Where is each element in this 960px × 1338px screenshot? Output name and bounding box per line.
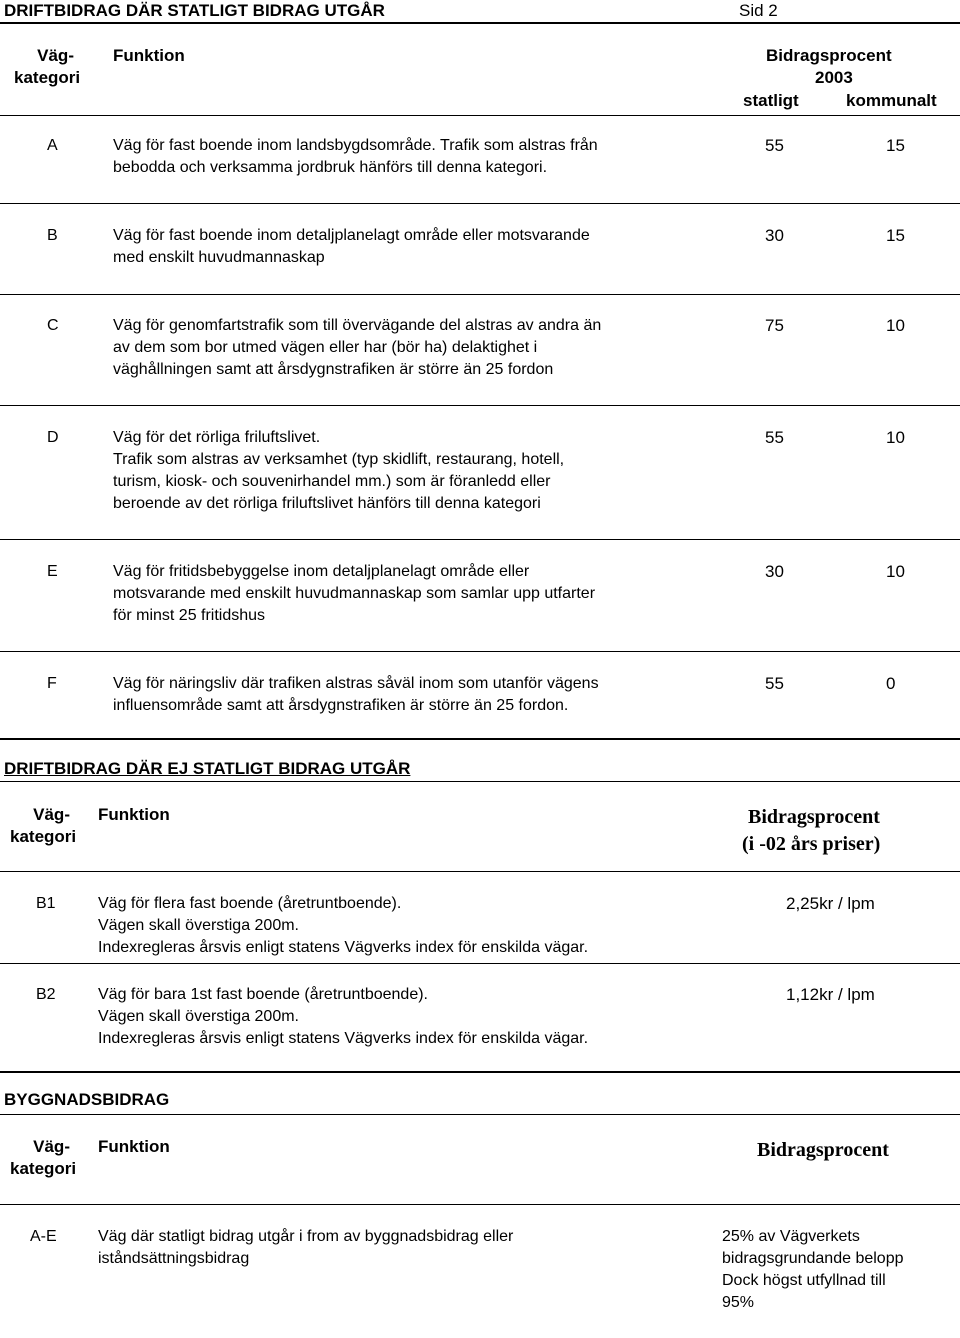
function-header: Funktion — [113, 46, 185, 65]
row-function: Väg för näringsliv där trafiken alstras såväl inom som utanför vägens influensområde samt att årsdygnstrafiken är större än 25 fordon. — [113, 675, 599, 714]
divider — [0, 294, 960, 295]
percent-header: Bidragsprocent — [766, 46, 892, 65]
row-function: Väg för bara 1st fast boende (åretruntboende). Vägen skall överstiga 200m. Indexregleras årsvis enligt statens Vägverks index för enskilda vägar. — [98, 986, 589, 1047]
category-header — [14, 45, 81, 89]
municipal-value: 15 — [886, 136, 905, 155]
divider — [0, 203, 960, 204]
state-value: 55 — [765, 674, 784, 693]
row-function: Väg för genomfartstrafik som till övervägande del alstras av andra än av dem som bor utmed vägen eller har (bör ha) delaktighet i väghållningen samt att årsdygnstrafiken är större än 25 fordon — [113, 317, 602, 378]
percent-header: Bidragsprocent — [757, 1139, 889, 1161]
divider — [0, 651, 960, 652]
row-function: Väg för fast boende inom detaljplanelagt område eller motsvarande med enskilt huvudmannaskap — [113, 227, 590, 266]
row-category: B1 — [36, 895, 56, 912]
row-function: Väg för fritidsbebyggelse inom detaljplanelagt område eller motsvarande med enskilt huvudmannaskap som samlar upp utfarter för minst 25 fritidshus — [113, 563, 596, 624]
row-function: Väg för fast boende inom landsbygdsområde. Trafik som alstras från bebodda och verksamma jordbruk hänförs till denna kategori. — [113, 137, 598, 176]
municipal-value: 10 — [886, 428, 905, 447]
state-value: 75 — [765, 316, 784, 335]
municipal-value: 10 — [886, 316, 905, 335]
municipal-value: 15 — [886, 226, 905, 245]
divider — [0, 22, 960, 24]
row-function: Väg där statligt bidrag utgår i from av byggnadsbidrag eller iståndsättningsbidrag — [98, 1228, 514, 1267]
function-header: Funktion — [98, 805, 170, 824]
divider — [0, 963, 960, 964]
row-function: Väg för det rörliga friluftslivet. Trafik som alstras av verksamhet (typ skidlift, restaurang, hotell, turism, kiosk- och souvenirhandel mm.) som är föranledd eller beroende av det rörliga friluftslivet hänförs till denna kategori — [113, 429, 565, 512]
divider — [0, 738, 960, 740]
function-header: Funktion — [98, 1137, 170, 1156]
divider — [0, 1114, 960, 1115]
divider — [0, 405, 960, 406]
section2-title: DRIFTBIDRAG DÄR EJ STATLIGT BIDRAG UTGÅR — [4, 759, 411, 778]
row-category: A-E — [30, 1228, 57, 1245]
row-function: Väg för flera fast boende (åretruntboende). Vägen skall överstiga 200m. Indexregleras årsvis enligt statens Vägverks index för enskilda vägar. — [98, 895, 589, 956]
municipal-header: kommunalt — [846, 91, 937, 110]
amount-value: 2,25kr / lpm — [786, 894, 875, 913]
divider — [0, 1204, 960, 1205]
row-category: B2 — [36, 986, 56, 1003]
amount-value: 1,12kr / lpm — [786, 985, 875, 1004]
row-category: D — [47, 429, 59, 446]
divider — [0, 115, 960, 116]
row-category: C — [47, 317, 59, 334]
divider — [0, 781, 960, 782]
state-header: statligt — [743, 91, 799, 110]
percent-header: Bidragsprocent — [748, 806, 880, 828]
divider — [0, 539, 960, 540]
section1-title: DRIFTBIDRAG DÄR STATLIGT BIDRAG UTGÅR — [4, 1, 385, 20]
state-value: 55 — [765, 428, 784, 447]
page-number: Sid 2 — [739, 1, 778, 20]
category-header-line2: kategori — [14, 68, 81, 87]
category-header: Väg- kategori — [10, 805, 77, 846]
state-value: 55 — [765, 136, 784, 155]
municipal-value: 0 — [886, 674, 896, 693]
divider — [0, 871, 960, 872]
year-header: 2003 — [815, 68, 853, 87]
percent-header-sub: (i -02 års priser) — [742, 833, 881, 855]
category-header-line1: Väg- — [37, 46, 74, 65]
municipal-value: 10 — [886, 562, 905, 581]
row-category: F — [47, 675, 57, 692]
category-header: Väg- kategori — [10, 1137, 77, 1178]
row-category: A — [47, 137, 58, 154]
amount-value: 25% av Vägverkets bidragsgrundande belopp Dock högst utfyllnad till 95% — [722, 1228, 904, 1311]
divider — [0, 1071, 960, 1073]
state-value: 30 — [765, 226, 784, 245]
section3-title: BYGGNADSBIDRAG — [4, 1090, 170, 1109]
row-category: B — [47, 227, 58, 244]
state-value: 30 — [765, 562, 784, 581]
row-category: E — [47, 563, 58, 580]
